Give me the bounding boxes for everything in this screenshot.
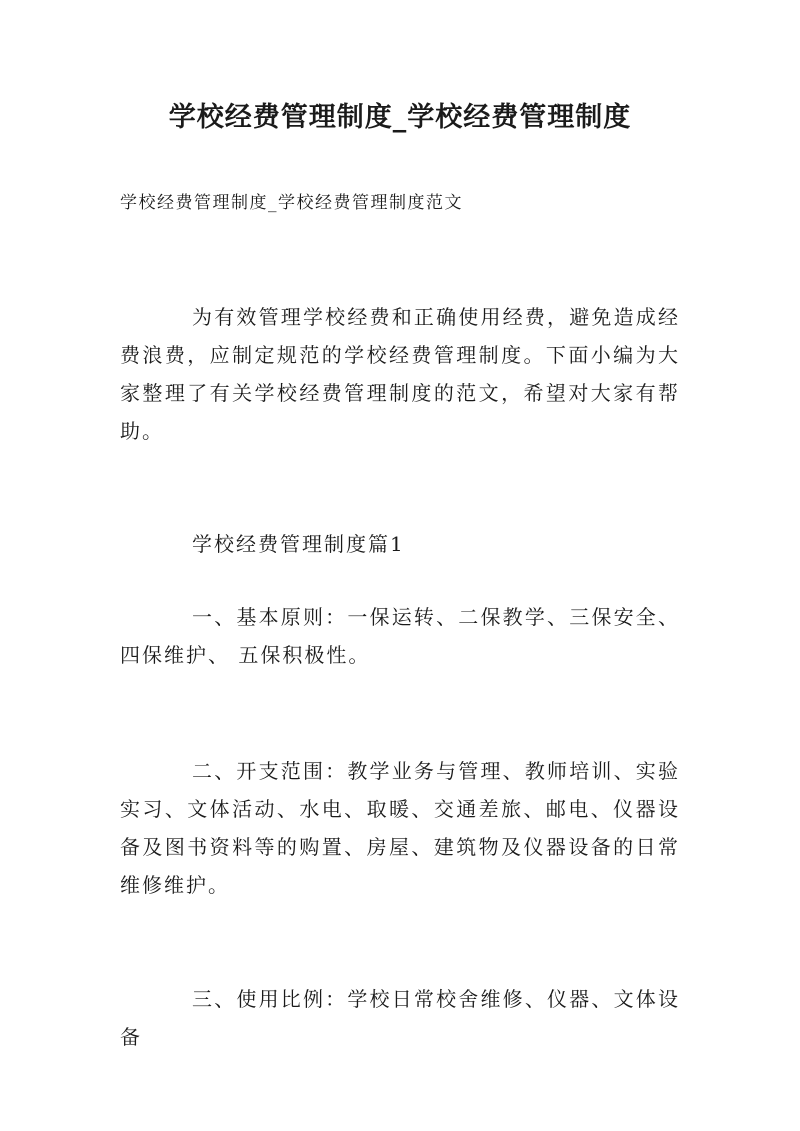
ratio-paragraph: 三、使用比例：学校日常校舍维修、仪器、文体设备 [120, 987, 680, 1049]
document-title: 学校经费管理制度_学校经费管理制度 [168, 102, 632, 133]
section-heading: 学校经费管理制度篇1 [192, 532, 405, 556]
principles-paragraph: 一、基本原则：一保运转、二保教学、三保安全、四保维护、 五保积极性。 [120, 605, 680, 667]
scope-paragraph: 二、开支范围：教学业务与管理、教师培训、实验实习、文体活动、水电、取暖、交通差旅、邮电、仪器设备及图书资料等的购置、房屋、建筑物及仪器设备的日常维修维护。 [120, 759, 680, 897]
intro-paragraph: 为有效管理学校经费和正确使用经费，避免造成经费浪费，应制定规范的学校经费管理制度。下面小编为大家整理了有关学校经费管理制度的范文，希望对大家有帮助。 [120, 305, 680, 443]
document-subtitle: 学校经费管理制度_学校经费管理制度范文 [120, 193, 463, 213]
